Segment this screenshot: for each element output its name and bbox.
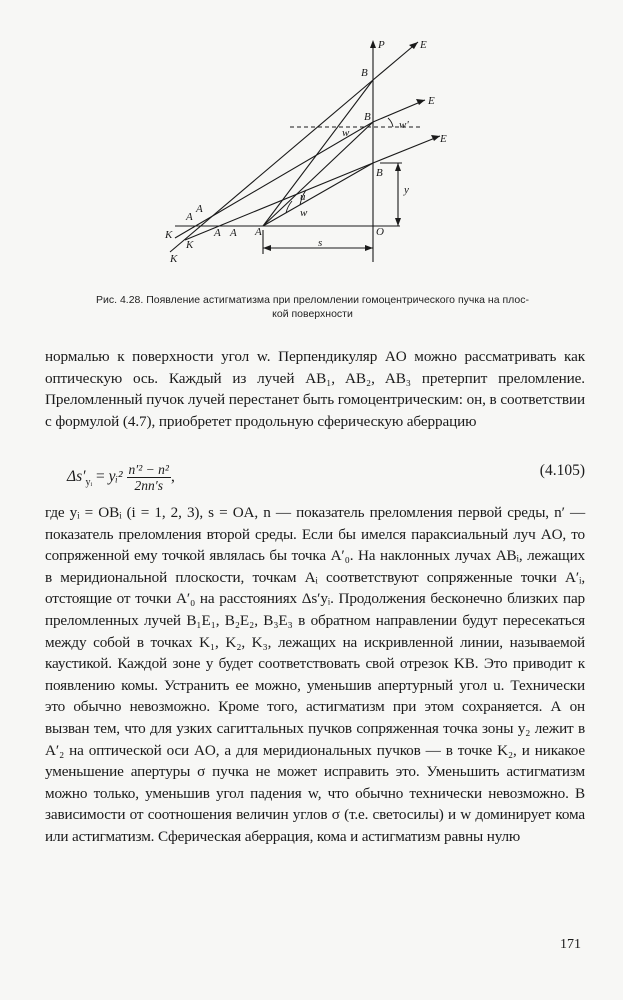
label-u: u — [300, 191, 306, 203]
caption-line-1: Рис. 4.28. Появление астигматизма при преломлении гомоцентрического пучка на плос- — [95, 294, 530, 306]
figure-astigmatism-diagram — [0, 0, 623, 300]
equation-number: (4.105) — [539, 462, 585, 479]
label-A: A — [255, 226, 262, 238]
figure-caption — [40, 293, 585, 321]
eq-fraction — [127, 462, 171, 493]
paragraph-1 — [45, 346, 585, 432]
eq-comma: , — [170, 468, 175, 486]
label-w: w — [342, 127, 350, 139]
caption-line-2: кой поверхности — [272, 308, 353, 320]
label-K2: K — [165, 229, 173, 241]
ray-b1e1 — [373, 136, 440, 163]
eq-coef: yᵢ² — [108, 468, 123, 486]
ray-ab2 — [263, 122, 373, 226]
eq-denominator: 2nn′s — [134, 478, 163, 493]
equation-4-105 — [45, 452, 585, 500]
label-w-prime: w' — [399, 119, 409, 131]
label-s: s — [318, 237, 323, 249]
label-B1: B — [376, 167, 383, 179]
label-A3-prime: A — [186, 211, 193, 223]
label-B2: B — [364, 111, 371, 123]
label-B3: B — [361, 67, 368, 79]
label-A0-prime: A — [230, 227, 237, 239]
eq-equals: = — [96, 468, 105, 486]
label-P: P — [378, 39, 385, 51]
ray-ab3 — [263, 80, 373, 226]
page-number: 171 — [560, 937, 581, 952]
label-E1: E — [440, 133, 447, 145]
eq-lhs-sub: yᵢ — [85, 477, 93, 489]
label-A2-prime: A — [196, 203, 203, 215]
label-E3: E — [420, 39, 427, 51]
paragraph-2-text: где yᵢ = OBᵢ (i = 1, 2, 3), s = OA, n — показатель преломления первой среды, n′ — показатель преломления второй среды. Если бы имелся параксиальный луч AO, то сопряженной ему точкой являлась бы точка A′₀. На наклонных лучах ABᵢ, лежащих в меридиональной плоскости, точкам Aᵢ соответствуют сопряженные точки A′ᵢ, отстоящие от точки A′₀ на расстояниях Δs′yᵢ. Продолжения бесконечно близких пар преломленных лучей B₁E₁, B₂E₂, B₃E₃ в обратном направлении будут пересекаться между собой в точках K₁, K₂, K₃, лежащих на искривленной линии, называемой каустикой. Каждой зоне y будет соответствовать свой отрезок KB. Это приводит к появлению комы. Устранить ее можно, уменьшив апертурный угол u. Технически это обычно невозможно. Кроме того, астигматизм при этом сохраняется. А он вызван тем, что для узких сагиттальных пучков сопряженная точка зоны y₂ лежит в A′₂ на оптической оси AO, а для меридиональных пучков — в точке K₂, и никакое уменьшение апертуры σ пучка не может исправить это. Уменьшить астигматизм можно только, уменьшив угол падения w, что обычно технически невозможно. В зависимости от соотношения величин углов σ (т.е. светосилы) и w доминирует кома или астигматизм. Сферическая аберрация, кома и астигматизм равны нулю — [45, 504, 585, 845]
paragraph-2 — [45, 502, 585, 848]
eq-numerator: n′² − n² — [128, 462, 169, 477]
label-K3: K — [170, 253, 178, 265]
label-E2: E — [428, 95, 435, 107]
label-A1-prime: A — [214, 227, 221, 239]
ray-ab1 — [263, 163, 373, 226]
paragraph-1-text: нормалью к поверхности угол w. Перпендикуляр AO можно рассматривать как оптическую ось. Каждый из лучей AB₁, AB₂, AB₃ претерпит преломление. Преломленный пучок лучей перестанет быть гомоцентрическим: он, в соответствии с формулой (4.7), приобретет продольную сферическую аберрацию — [45, 348, 585, 430]
equation-body — [67, 462, 175, 493]
label-K1: K — [186, 239, 194, 251]
label-O: O — [376, 226, 384, 238]
eq-lhs: Δs′ — [67, 468, 86, 486]
label-y: y — [404, 184, 409, 196]
label-w-2: w — [300, 207, 308, 219]
